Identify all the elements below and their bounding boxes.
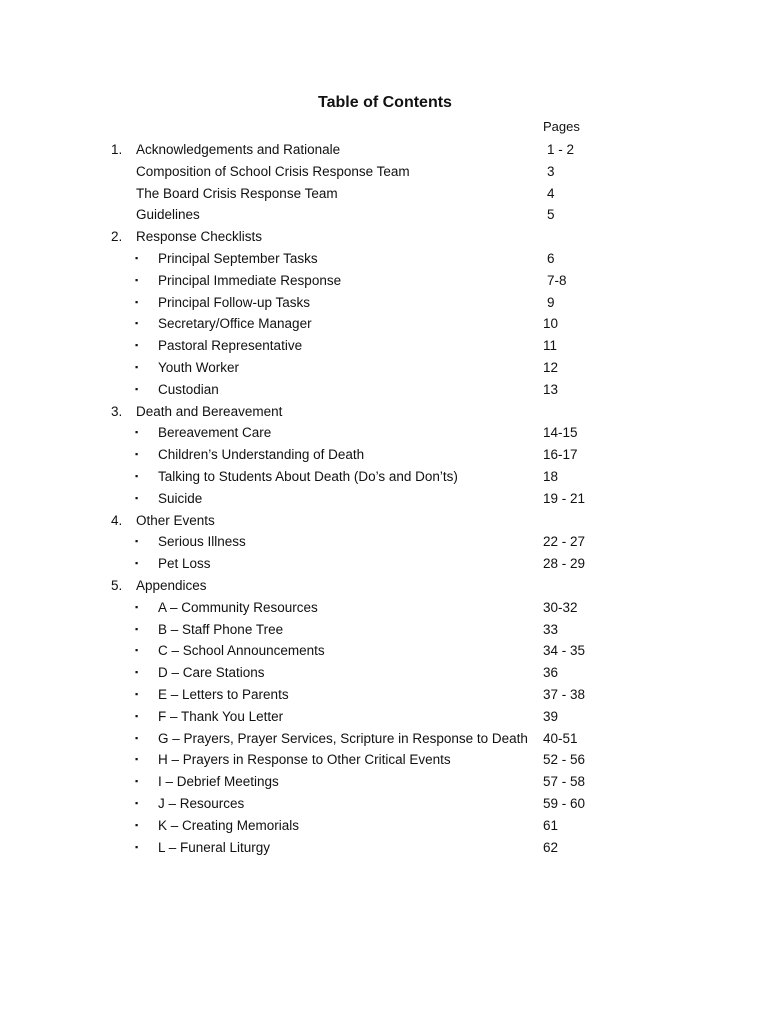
toc-item-row bbox=[0, 379, 770, 401]
page-number: 13 bbox=[543, 381, 559, 397]
bullet-icon: ▪ bbox=[135, 710, 139, 721]
toc-item-row bbox=[0, 292, 770, 314]
page-number: 34 - 35 bbox=[543, 643, 586, 659]
section-title: Response Checklists bbox=[136, 229, 263, 245]
item-label: A – Community Resources bbox=[158, 599, 318, 615]
section-title: Acknowledgements and Rationale bbox=[136, 142, 341, 157]
toc-item-row bbox=[0, 357, 770, 379]
item-label: Youth Worker bbox=[158, 359, 240, 375]
page-number: 1 - 2 bbox=[547, 142, 575, 157]
page-title: Table of Contents bbox=[318, 94, 452, 111]
bullet-icon: ▪ bbox=[135, 754, 139, 765]
page-number: 28 - 29 bbox=[543, 556, 586, 572]
page-number: 16-17 bbox=[543, 447, 578, 463]
toc-section-row bbox=[0, 139, 770, 161]
bullet-icon: ▪ bbox=[135, 252, 139, 263]
page-number: 52 - 56 bbox=[543, 752, 586, 768]
bullet-icon: ▪ bbox=[135, 623, 139, 634]
entry-label: The Board Crisis Response Team bbox=[136, 185, 338, 201]
bullet-icon: ▪ bbox=[135, 427, 139, 438]
toc-entry-row bbox=[0, 161, 770, 183]
section-number: 1. bbox=[111, 142, 123, 157]
toc-item-row bbox=[0, 684, 770, 706]
page-number: 18 bbox=[543, 468, 559, 484]
bullet-icon: ▪ bbox=[135, 841, 139, 852]
toc-item-row bbox=[0, 248, 770, 270]
entry-label: Guidelines bbox=[136, 207, 200, 223]
toc-item-row bbox=[0, 793, 770, 815]
item-label: B – Staff Phone Tree bbox=[158, 621, 284, 637]
toc-item-row bbox=[0, 553, 770, 575]
section-number: 2. bbox=[111, 229, 123, 245]
page-number: 33 bbox=[543, 621, 559, 637]
toc-item-row bbox=[0, 313, 770, 335]
item-label: L – Funeral Liturgy bbox=[158, 839, 271, 855]
item-label: D – Care Stations bbox=[158, 665, 265, 681]
section-title: Other Events bbox=[136, 512, 215, 528]
toc-item-row bbox=[0, 270, 770, 292]
bullet-icon: ▪ bbox=[135, 819, 139, 830]
page-number: 61 bbox=[543, 817, 559, 833]
page-number: 37 - 38 bbox=[543, 686, 586, 702]
item-label: Bereavement Care bbox=[158, 425, 272, 441]
toc-section-row bbox=[0, 226, 770, 248]
item-label: Suicide bbox=[158, 490, 203, 506]
toc-entry-row bbox=[0, 204, 770, 226]
toc-section-row bbox=[0, 510, 770, 532]
page-number: 11 bbox=[543, 338, 558, 354]
bullet-icon: ▪ bbox=[135, 492, 139, 503]
item-label: E – Letters to Parents bbox=[158, 686, 289, 702]
bullet-icon: ▪ bbox=[135, 536, 139, 547]
bullet-icon: ▪ bbox=[135, 797, 139, 808]
page-number: 3 bbox=[547, 163, 555, 179]
item-label: J – Resources bbox=[158, 795, 245, 811]
toc-item-row bbox=[0, 422, 770, 444]
toc-item-row bbox=[0, 444, 770, 466]
bullet-icon: ▪ bbox=[135, 667, 139, 678]
item-label: Principal September Tasks bbox=[158, 250, 318, 266]
toc-item-row bbox=[0, 728, 770, 750]
toc-item-row bbox=[0, 335, 770, 357]
pages-column-header: Pages bbox=[543, 119, 580, 134]
bullet-icon: ▪ bbox=[135, 340, 139, 351]
item-label: Children’s Understanding of Death bbox=[158, 447, 365, 463]
page-number: 59 - 60 bbox=[543, 795, 586, 811]
toc-item-row bbox=[0, 749, 770, 771]
toc-item-row bbox=[0, 771, 770, 793]
page-number: 39 bbox=[543, 708, 559, 724]
page-number: 36 bbox=[543, 665, 559, 681]
toc-item-row bbox=[0, 531, 770, 553]
item-label: F – Thank You Letter bbox=[158, 708, 284, 724]
page-number: 7-8 bbox=[547, 272, 567, 288]
page-number: 30-32 bbox=[543, 599, 578, 615]
bullet-icon: ▪ bbox=[135, 688, 139, 699]
toc-item-row bbox=[0, 640, 770, 662]
section-title: Appendices bbox=[136, 577, 207, 593]
toc-item-row bbox=[0, 466, 770, 488]
section-number: 4. bbox=[111, 512, 123, 528]
item-label: Custodian bbox=[158, 381, 219, 397]
toc-item-row bbox=[0, 837, 770, 859]
page-number: 5 bbox=[547, 207, 555, 223]
item-label: Serious Illness bbox=[158, 534, 246, 550]
bullet-icon: ▪ bbox=[135, 558, 139, 569]
item-label: Pet Loss bbox=[158, 556, 211, 572]
bullet-icon: ▪ bbox=[135, 645, 139, 656]
page-number: 12 bbox=[543, 359, 559, 375]
toc-section-row bbox=[0, 575, 770, 597]
page-number: 6 bbox=[547, 250, 555, 266]
item-label: I – Debrief Meetings bbox=[158, 774, 279, 790]
section-number: 3. bbox=[111, 403, 123, 419]
section-title: Death and Bereavement bbox=[136, 403, 283, 419]
bullet-icon: ▪ bbox=[135, 732, 139, 743]
page-number: 9 bbox=[547, 294, 555, 310]
bullet-icon: ▪ bbox=[135, 274, 139, 285]
item-label: C – School Announcements bbox=[158, 643, 325, 659]
page-number: 19 - 21 bbox=[543, 490, 586, 506]
item-label: Principal Follow-up Tasks bbox=[158, 294, 311, 310]
item-label: Pastoral Representative bbox=[158, 338, 303, 354]
toc-item-row bbox=[0, 488, 770, 510]
toc-item-row bbox=[0, 597, 770, 619]
item-label: Secretary/Office Manager bbox=[158, 316, 312, 332]
toc-item-row bbox=[0, 706, 770, 728]
section-number: 5. bbox=[111, 577, 123, 593]
item-label: K – Creating Memorials bbox=[158, 817, 300, 833]
bullet-icon: ▪ bbox=[135, 318, 139, 329]
item-label: G – Prayers, Prayer Services, Scripture in Response to Death bbox=[158, 730, 528, 746]
item-label: H – Prayers in Response to Other Critical Events bbox=[158, 752, 451, 768]
toc-entry-row bbox=[0, 183, 770, 205]
bullet-icon: ▪ bbox=[135, 449, 139, 460]
page-number: 40-51 bbox=[543, 730, 578, 746]
toc-list bbox=[0, 139, 770, 858]
entry-label: Composition of School Crisis Response Team bbox=[136, 163, 410, 179]
toc-item-row bbox=[0, 815, 770, 837]
toc-section-row bbox=[0, 401, 770, 423]
item-label: Talking to Students About Death (Do’s and Don’ts) bbox=[158, 468, 458, 484]
bullet-icon: ▪ bbox=[135, 470, 139, 481]
toc-item-row bbox=[0, 662, 770, 684]
page-number: 14-15 bbox=[543, 425, 578, 441]
page-number: 10 bbox=[543, 316, 559, 332]
bullet-icon: ▪ bbox=[135, 383, 139, 394]
page-number: 57 - 58 bbox=[543, 774, 586, 790]
page-number: 62 bbox=[543, 839, 559, 855]
page-number: 4 bbox=[547, 185, 555, 201]
toc-item-row bbox=[0, 619, 770, 641]
page-number: 22 - 27 bbox=[543, 534, 586, 550]
bullet-icon: ▪ bbox=[135, 361, 139, 372]
item-label: Principal Immediate Response bbox=[158, 272, 342, 288]
bullet-icon: ▪ bbox=[135, 601, 139, 612]
bullet-icon: ▪ bbox=[135, 776, 139, 787]
bullet-icon: ▪ bbox=[135, 296, 139, 307]
